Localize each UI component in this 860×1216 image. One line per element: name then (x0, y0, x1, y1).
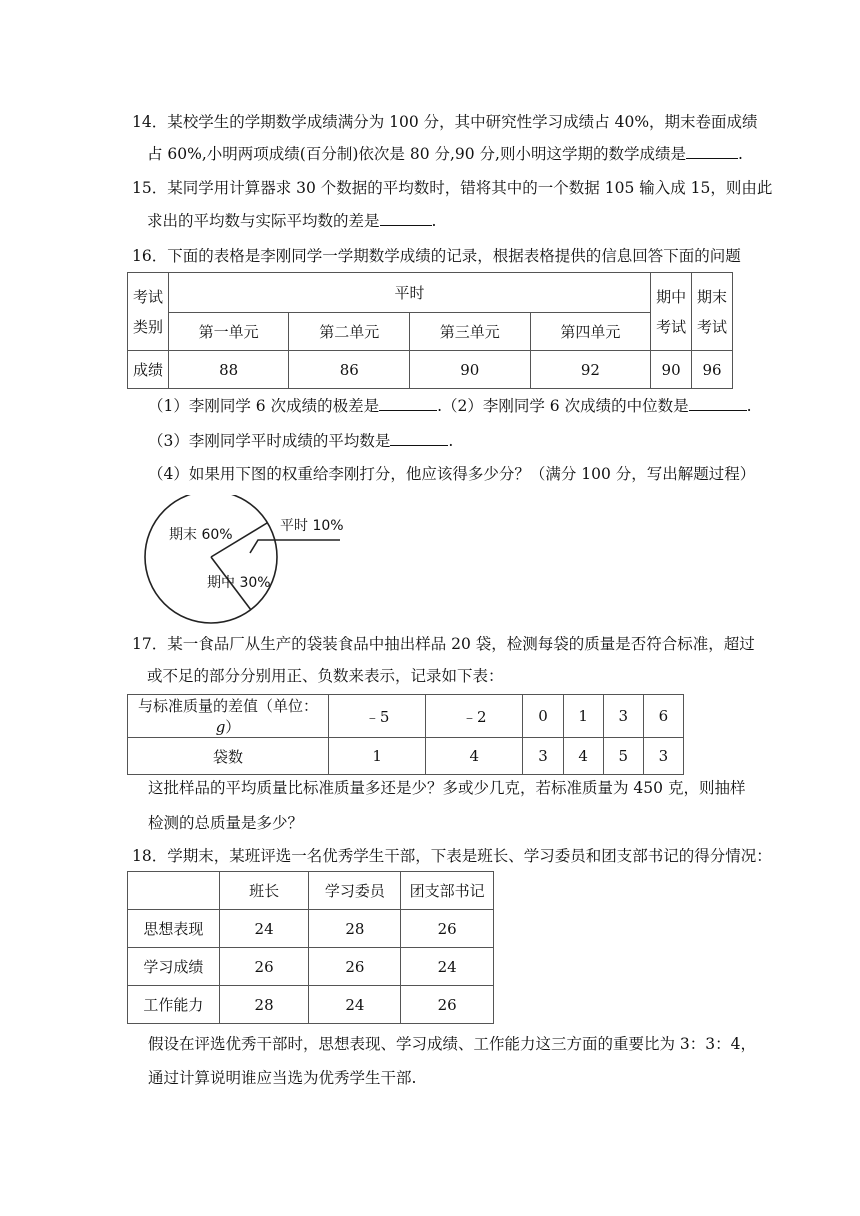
diff-cell: ﹣2 (426, 695, 523, 738)
q15-line1: 15．某同学用计算器求 30 个数据的平均数时，错将其中的一个数据 105 输入成 15，则由此 (132, 179, 773, 197)
score-cell: 26 (401, 986, 494, 1024)
q16-sub3 (148, 431, 453, 451)
count-cell: 1 (329, 738, 426, 775)
score-cell: 90 (651, 351, 692, 389)
pie-leader-line (250, 540, 340, 553)
score-cell: 90 (410, 351, 531, 389)
count-cell: 4 (426, 738, 523, 775)
q18-line3: 通过计算说明谁应当选为优秀学生干部. (148, 1069, 417, 1087)
answer-blank (379, 396, 437, 411)
q17-line4: 检测的总质量是多少？ (148, 814, 304, 832)
score-cell: 26 (309, 948, 401, 986)
q15-end: . (431, 212, 437, 230)
count-cell: 5 (603, 738, 643, 775)
q17-line1: 17．某一食品厂从生产的袋装食品中抽出样品 20 袋，检测每袋的质量是否符合标准，超过 (132, 635, 755, 653)
category-header (128, 273, 169, 351)
row-label: 工作能力 (128, 986, 220, 1024)
pie-circle (145, 495, 277, 623)
category-line1: 考试 (132, 287, 163, 306)
q14-line2-text: 占 60%,小明两项成绩(百分制)依次是 80 分,90 分,则小明这学期的数学成绩是 (147, 145, 686, 163)
answer-blank (390, 431, 448, 446)
q17-line3: 这批样品的平均质量比标准质量多还是少？多或少几克，若标准质量为 450 克，则抽样 (148, 779, 746, 797)
midterm-line2: 考试 (656, 317, 687, 336)
unit-header: 第三单元 (410, 313, 531, 351)
q15-line2-text: 求出的平均数与实际平均数的差是 (147, 212, 380, 230)
q15-line2 (147, 211, 436, 231)
final-line2: 考试 (697, 317, 728, 336)
q16-sub3-end: . (448, 432, 454, 450)
answer-blank (686, 144, 738, 159)
answer-blank (380, 211, 432, 226)
row-label: 思想表现 (128, 910, 220, 948)
q18-line2: 假设在评选优秀干部时，思想表现、学习成绩、工作能力这三方面的重要比为 3：3：4， (148, 1035, 757, 1053)
score-cell: 28 (219, 986, 309, 1024)
difference-header-unit: g (215, 718, 226, 736)
unit-header: 第四单元 (530, 313, 651, 351)
q16-score-table (127, 272, 733, 389)
score-cell: 26 (401, 910, 494, 948)
q18-line1: 18．学期末，某班评选一名优秀学生干部，下表是班长、学习委员和团支部书记的得分情况： (132, 847, 772, 865)
difference-header-text: 与标准质量的差值（单位： (137, 697, 318, 715)
pie-label-midterm: 期中 30% (207, 575, 271, 591)
diff-cell: 3 (603, 695, 643, 738)
pie-label-regular: 平时 10% (280, 518, 344, 534)
pie-label-final: 期末 60% (169, 527, 233, 543)
category-line2: 类别 (132, 317, 163, 336)
score-cell: 24 (401, 948, 494, 986)
q16-sub4: （4）如果用下图的权重给李刚打分，他应该得多少分？（满分 100 分，写出解题过程） (148, 465, 756, 483)
row-label: 成绩 (128, 351, 169, 389)
column-header: 学习委员 (309, 872, 401, 910)
midterm-header (651, 273, 692, 351)
q16-sub1 (148, 396, 752, 416)
pingshi-header: 平时 (168, 273, 650, 313)
score-cell: 92 (530, 351, 651, 389)
column-header: 班长 (219, 872, 309, 910)
diff-cell: ﹣5 (329, 695, 426, 738)
q16-sub2-end: . (746, 397, 752, 415)
final-line1: 期末 (697, 287, 728, 306)
answer-blank (689, 396, 747, 411)
q17-weight-table (127, 694, 684, 775)
score-cell: 96 (692, 351, 733, 389)
row-label: 学习成绩 (128, 948, 220, 986)
count-cell: 3 (523, 738, 563, 775)
diff-cell: 6 (643, 695, 683, 738)
score-cell: 28 (309, 910, 401, 948)
final-header (692, 273, 733, 351)
score-cell: 26 (219, 948, 309, 986)
score-cell: 24 (309, 986, 401, 1024)
q17-line2: 或不足的部分分别用正、负数来表示，记录如下表： (147, 667, 504, 685)
difference-header-end: ） (225, 718, 241, 736)
column-header: 团支部书记 (401, 872, 494, 910)
q16-line1: 16．下面的表格是李刚同学一学期数学成绩的记录，根据表格提供的信息回答下面的问题 (132, 247, 741, 265)
q16-sub1-text: （1）李刚同学 6 次成绩的极差是 (148, 397, 380, 415)
unit-header: 第二单元 (289, 313, 410, 351)
difference-header (128, 695, 329, 738)
midterm-line1: 期中 (656, 287, 687, 306)
q16-sub2-text: .（2）李刚同学 6 次成绩的中位数是 (437, 397, 689, 415)
q18-cadre-table (127, 871, 494, 1024)
q16-sub3-text: （3）李刚同学平时成绩的平均数是 (148, 432, 391, 450)
count-header: 袋数 (128, 738, 329, 775)
weight-pie-chart (140, 495, 360, 625)
score-cell: 88 (168, 351, 289, 389)
diff-cell: 1 (563, 695, 603, 738)
q14-line2 (147, 144, 743, 164)
unit-header: 第一单元 (168, 313, 289, 351)
diff-cell: 0 (523, 695, 563, 738)
q14-end: . (737, 145, 743, 163)
corner-cell (128, 872, 220, 910)
score-cell: 24 (219, 910, 309, 948)
score-cell: 86 (289, 351, 410, 389)
count-cell: 3 (643, 738, 683, 775)
q14-line1: 14．某校学生的学期数学成绩满分为 100 分，其中研究性学习成绩占 40%，期末卷面成绩 (132, 113, 758, 131)
count-cell: 4 (563, 738, 603, 775)
